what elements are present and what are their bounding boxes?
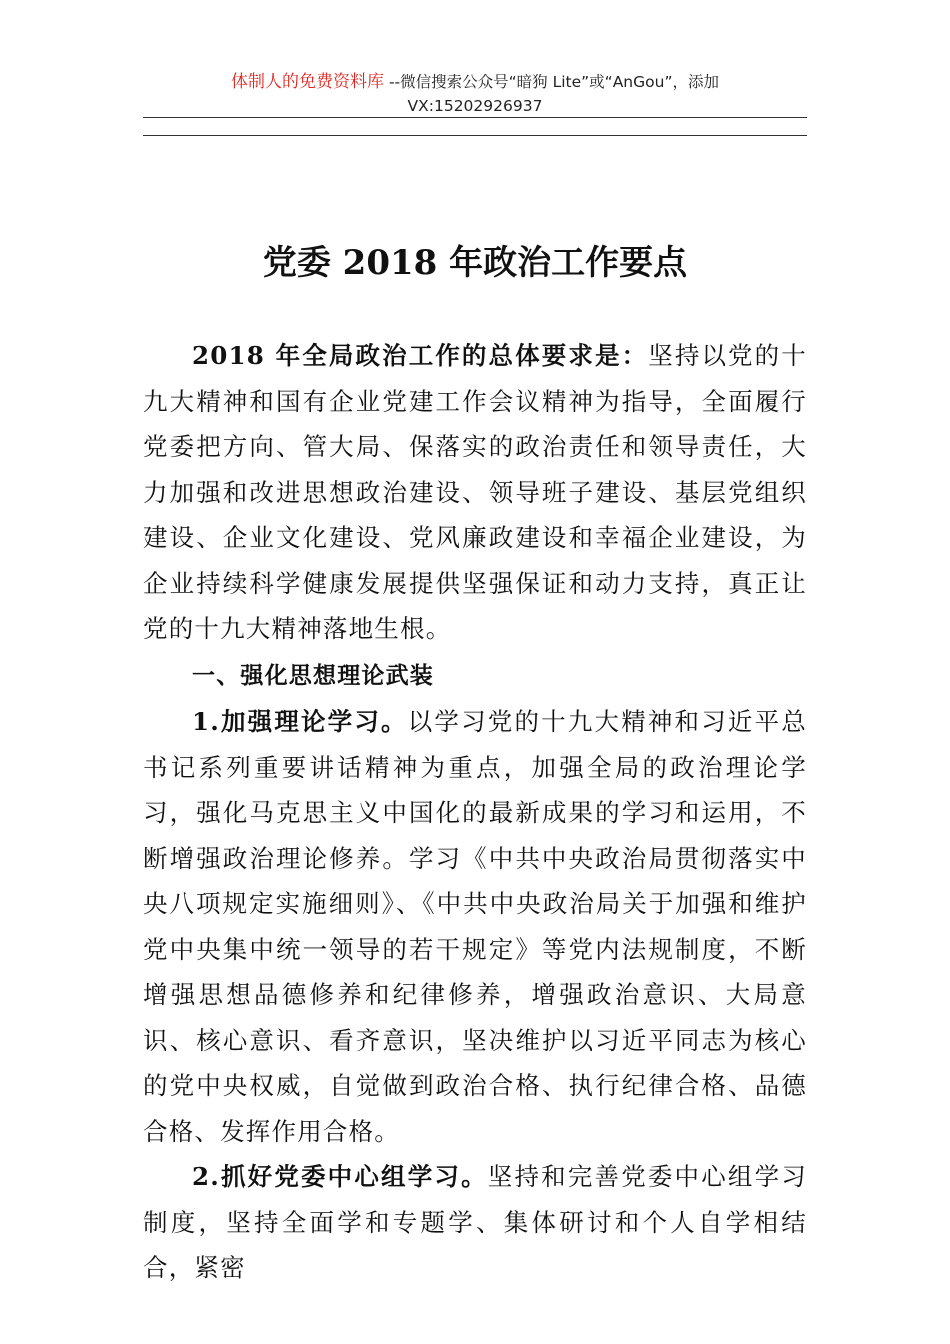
item-1-paragraph [143, 699, 807, 1154]
intro-paragraph [143, 333, 807, 652]
item-1-text: 以学习党的十九大精神和习近平总书记系列重要讲话精神为重点，加强全局的政治理论学习，强化马克思主义中国化的最新成果的学习和运用，不断增强政治理论修养。学习《中共中央政治局贯彻落实中央八项规定实施细则》、《中共中央政治局关于加强和维护党中央集中统一领导的若干规定》等党内法规制度，不断增强思想品德修养和纪律修养，增强政治意识、大局意识、核心意识、看齐意识，坚决维护以习近平同志为核心的党中央权威，自觉做到政治合格、执行纪律合格、品德合格、发挥作用合格。 [143, 707, 807, 1146]
header-note: --微信搜索公众号“暗狗 Lite”或“AnGou”，添加 [384, 73, 719, 91]
item-2-lead: 2.抓好党委中心组学习。 [192, 1162, 488, 1191]
section-heading [143, 652, 807, 700]
intro-lead: 2018 年全局政治工作的总体要求是： [192, 341, 649, 370]
header-line-1 [143, 70, 807, 94]
intro-text: 坚持以党的十九大精神和国有企业党建工作会议精神为指导，全面履行党委把方向、管大局、保落实的政治责任和领导责任，大力加强和改进思想政治建设、领导班子建设、基层党组织建设、企业文化建设、党风廉政建设和幸福企业建设，为企业持续科学健康发展提供坚强保证和动力支持，真正让党的十九大精神落地生根。 [143, 341, 807, 643]
item-1-lead: 1.加强理论学习。 [192, 707, 408, 736]
item-2-text: 坚持和完善党委中心组学习制度，坚持全面学和专题学、集体研讨和个人自学相结合，紧密 [143, 1162, 807, 1282]
page-header [143, 70, 807, 118]
item-2-paragraph [143, 1154, 807, 1291]
header-contact: VX:15202926937 [407, 97, 543, 115]
document-body [143, 333, 807, 1291]
document-title: 党委 2018 年政治工作要点 [262, 243, 688, 283]
header-brand: 体制人的免费资料库 [231, 72, 385, 92]
header-rule-top [143, 117, 807, 118]
header-rule-bottom [143, 135, 807, 136]
section-1-heading: 一、强化思想理论武装 [192, 662, 434, 689]
